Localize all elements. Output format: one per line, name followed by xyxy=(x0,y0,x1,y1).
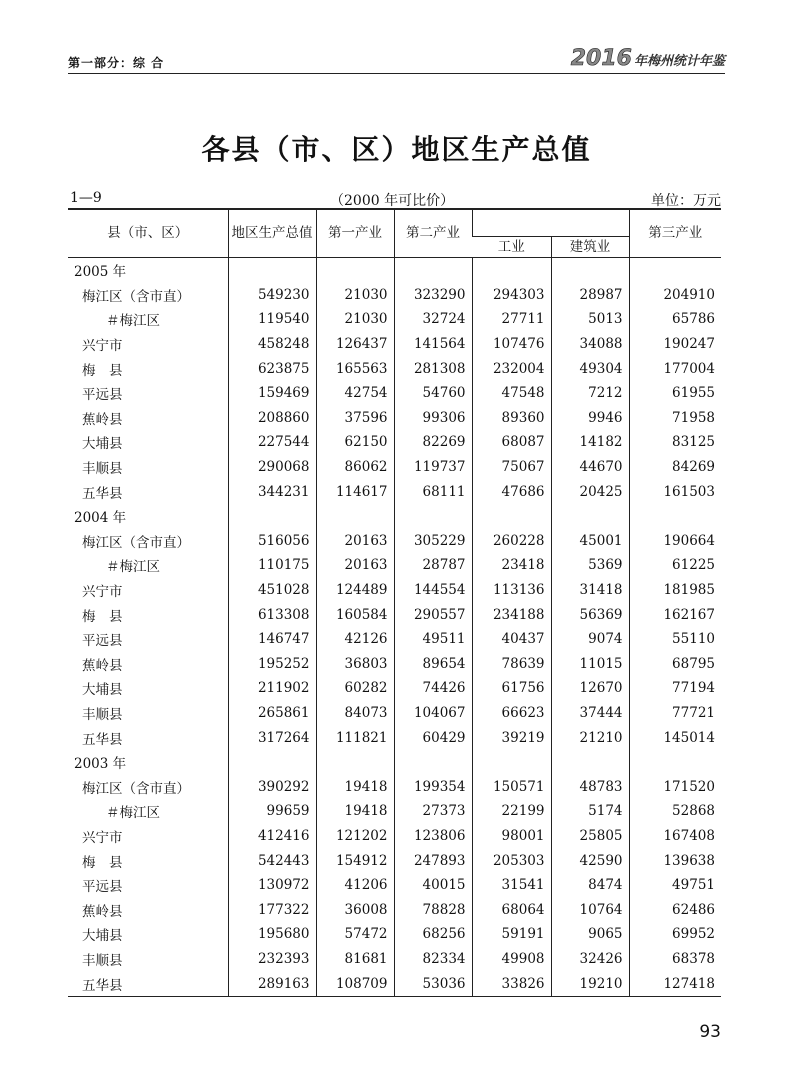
value-cell: 114617 xyxy=(316,479,394,504)
value-cell: 48783 xyxy=(551,774,629,799)
empty-cell xyxy=(472,258,551,283)
table-number: 1—9 xyxy=(70,190,102,206)
value-cell: 31541 xyxy=(472,873,551,898)
empty-cell xyxy=(551,504,629,529)
col-construction: 建筑业 xyxy=(551,237,629,258)
value-cell: 104067 xyxy=(394,701,472,726)
county-name: 梅江区（含市直） xyxy=(82,288,190,305)
value-cell: 49908 xyxy=(472,947,551,972)
empty-cell xyxy=(629,750,721,775)
value-cell: 86062 xyxy=(316,455,394,480)
value-cell: 20425 xyxy=(551,479,629,504)
value-cell: 89654 xyxy=(394,652,472,677)
county-name: 丰顺县 xyxy=(82,461,123,478)
table-row xyxy=(68,381,721,406)
value-cell: 55110 xyxy=(629,627,721,652)
value-cell: 32724 xyxy=(394,307,472,332)
county-name: 兴宁市 xyxy=(82,829,123,846)
table-row xyxy=(68,430,721,455)
county-name: 蕉岭县 xyxy=(82,657,123,674)
value-cell: 108709 xyxy=(316,971,394,996)
table-row xyxy=(68,553,721,578)
county-name: 五华县 xyxy=(82,485,123,502)
county-name: ＃梅江区 xyxy=(106,805,160,822)
value-cell: 111821 xyxy=(316,725,394,750)
county-name: 丰顺县 xyxy=(82,706,123,723)
value-cell: 227544 xyxy=(228,430,316,455)
col-industry: 工业 xyxy=(472,237,551,258)
value-cell: 61955 xyxy=(629,381,721,406)
value-cell: 623875 xyxy=(228,356,316,381)
value-cell: 323290 xyxy=(394,283,472,308)
gdp-table xyxy=(68,208,721,997)
value-cell: 65786 xyxy=(629,307,721,332)
table-row xyxy=(68,947,721,972)
value-cell: 37596 xyxy=(316,406,394,431)
value-cell: 83125 xyxy=(629,430,721,455)
county-name: 大埔县 xyxy=(82,928,123,945)
value-cell: 127418 xyxy=(629,971,721,996)
value-cell: 78828 xyxy=(394,897,472,922)
table-row xyxy=(68,848,721,873)
year-label: 2003 年 xyxy=(74,756,127,773)
yearbook-year: 2016 xyxy=(570,46,632,71)
yearbook-header xyxy=(571,46,725,71)
empty-cell xyxy=(472,504,551,529)
table-row xyxy=(68,799,721,824)
value-cell: 205303 xyxy=(472,848,551,873)
value-cell: 47548 xyxy=(472,381,551,406)
value-cell: 49751 xyxy=(629,873,721,898)
value-cell: 45001 xyxy=(551,529,629,554)
value-cell: 542443 xyxy=(228,848,316,873)
table-row xyxy=(68,824,721,849)
table-row xyxy=(68,332,721,357)
value-cell: 60429 xyxy=(394,725,472,750)
page-title: 各县（市、区）地区生产总值 xyxy=(201,133,592,166)
value-cell: 234188 xyxy=(472,602,551,627)
value-cell: 78639 xyxy=(472,652,551,677)
value-cell: 40015 xyxy=(394,873,472,898)
value-cell: 99659 xyxy=(228,799,316,824)
value-cell: 20163 xyxy=(316,553,394,578)
value-cell: 159469 xyxy=(228,381,316,406)
value-cell: 260228 xyxy=(472,529,551,554)
value-cell: 119737 xyxy=(394,455,472,480)
value-cell: 42754 xyxy=(316,381,394,406)
county-name: 蕉岭县 xyxy=(82,411,123,428)
table-row xyxy=(68,725,721,750)
page-number: 93 xyxy=(699,1022,721,1042)
county-name: 梅江区（含市直） xyxy=(82,780,190,797)
year-row xyxy=(68,258,721,283)
value-cell: 61756 xyxy=(472,676,551,701)
empty-cell xyxy=(228,750,316,775)
value-cell: 141564 xyxy=(394,332,472,357)
value-cell: 11015 xyxy=(551,652,629,677)
value-cell: 19418 xyxy=(316,774,394,799)
table-body xyxy=(68,258,721,997)
value-cell: 177004 xyxy=(629,356,721,381)
value-cell: 290068 xyxy=(228,455,316,480)
value-cell: 33826 xyxy=(472,971,551,996)
county-name: ＃梅江区 xyxy=(106,559,160,576)
value-cell: 167408 xyxy=(629,824,721,849)
county-name: 五华县 xyxy=(68,971,228,996)
value-cell: 25805 xyxy=(551,824,629,849)
value-cell: 28987 xyxy=(551,283,629,308)
year-label: 2004 年 xyxy=(74,510,127,527)
value-cell: 42126 xyxy=(316,627,394,652)
value-cell: 144554 xyxy=(394,578,472,603)
value-cell: 23418 xyxy=(472,553,551,578)
value-cell: 68087 xyxy=(472,430,551,455)
value-cell: 69952 xyxy=(629,922,721,947)
value-cell: 22199 xyxy=(472,799,551,824)
price-note: （2000 年可比价） xyxy=(330,193,455,209)
col-secondary: 第二产业 xyxy=(394,209,472,258)
value-cell: 549230 xyxy=(228,283,316,308)
value-cell: 74426 xyxy=(394,676,472,701)
empty-cell xyxy=(228,258,316,283)
value-cell: 5369 xyxy=(551,553,629,578)
value-cell: 130972 xyxy=(228,873,316,898)
value-cell: 390292 xyxy=(228,774,316,799)
value-cell: 32426 xyxy=(551,947,629,972)
value-cell: 68378 xyxy=(629,947,721,972)
value-cell: 84269 xyxy=(629,455,721,480)
empty-cell xyxy=(394,504,472,529)
value-cell: 68064 xyxy=(472,897,551,922)
value-cell: 10764 xyxy=(551,897,629,922)
value-cell: 165563 xyxy=(316,356,394,381)
value-cell: 47686 xyxy=(472,479,551,504)
table-row xyxy=(68,652,721,677)
empty-cell xyxy=(228,504,316,529)
county-name: 梅 县 xyxy=(82,362,123,379)
table-row xyxy=(68,307,721,332)
empty-cell xyxy=(551,258,629,283)
value-cell: 121202 xyxy=(316,824,394,849)
table-row xyxy=(68,922,721,947)
col-tertiary: 第三产业 xyxy=(629,209,721,258)
value-cell: 77194 xyxy=(629,676,721,701)
county-name: 大埔县 xyxy=(82,436,123,453)
value-cell: 458248 xyxy=(228,332,316,357)
value-cell: 289163 xyxy=(228,971,316,996)
value-cell: 7212 xyxy=(551,381,629,406)
value-cell: 265861 xyxy=(228,701,316,726)
value-cell: 113136 xyxy=(472,578,551,603)
value-cell: 75067 xyxy=(472,455,551,480)
empty-cell xyxy=(629,504,721,529)
value-cell: 5174 xyxy=(551,799,629,824)
value-cell: 34088 xyxy=(551,332,629,357)
empty-cell xyxy=(394,258,472,283)
value-cell: 21030 xyxy=(316,283,394,308)
table-row xyxy=(68,529,721,554)
value-cell: 344231 xyxy=(228,479,316,504)
value-cell: 82269 xyxy=(394,430,472,455)
value-cell: 82334 xyxy=(394,947,472,972)
value-cell: 53036 xyxy=(394,971,472,996)
value-cell: 5013 xyxy=(551,307,629,332)
year-row xyxy=(68,750,721,775)
value-cell: 451028 xyxy=(228,578,316,603)
value-cell: 19418 xyxy=(316,799,394,824)
table-row xyxy=(68,701,721,726)
value-cell: 160584 xyxy=(316,602,394,627)
value-cell: 613308 xyxy=(228,602,316,627)
value-cell: 208860 xyxy=(228,406,316,431)
empty-cell xyxy=(316,504,394,529)
value-cell: 27373 xyxy=(394,799,472,824)
value-cell: 232004 xyxy=(472,356,551,381)
section-header: 第一部分：综 合 xyxy=(68,56,165,70)
value-cell: 66623 xyxy=(472,701,551,726)
value-cell: 36008 xyxy=(316,897,394,922)
value-cell: 99306 xyxy=(394,406,472,431)
value-cell: 62486 xyxy=(629,897,721,922)
value-cell: 211902 xyxy=(228,676,316,701)
value-cell: 89360 xyxy=(472,406,551,431)
col-primary: 第一产业 xyxy=(316,209,394,258)
col-county: 县（市、区） xyxy=(68,209,228,258)
value-cell: 161503 xyxy=(629,479,721,504)
table-row xyxy=(68,455,721,480)
value-cell: 232393 xyxy=(228,947,316,972)
table-row xyxy=(68,602,721,627)
value-cell: 107476 xyxy=(472,332,551,357)
value-cell: 123806 xyxy=(394,824,472,849)
col-secondary-breakdown xyxy=(472,209,629,237)
table-row xyxy=(68,627,721,652)
value-cell: 77721 xyxy=(629,701,721,726)
empty-cell xyxy=(316,750,394,775)
county-name: 五华县 xyxy=(82,731,123,748)
value-cell: 150571 xyxy=(472,774,551,799)
value-cell: 9074 xyxy=(551,627,629,652)
county-name: 平远县 xyxy=(82,633,123,650)
table-row xyxy=(68,676,721,701)
value-cell: 139638 xyxy=(629,848,721,873)
value-cell: 37444 xyxy=(551,701,629,726)
value-cell: 44670 xyxy=(551,455,629,480)
value-cell: 190664 xyxy=(629,529,721,554)
county-name: 梅江区（含市直） xyxy=(82,534,190,551)
year-row xyxy=(68,504,721,529)
value-cell: 98001 xyxy=(472,824,551,849)
value-cell: 49511 xyxy=(394,627,472,652)
value-cell: 199354 xyxy=(394,774,472,799)
table-row xyxy=(68,971,721,996)
value-cell: 516056 xyxy=(228,529,316,554)
value-cell: 126437 xyxy=(316,332,394,357)
county-name: 梅 县 xyxy=(82,608,123,625)
value-cell: 49304 xyxy=(551,356,629,381)
value-cell: 204910 xyxy=(629,283,721,308)
value-cell: 56369 xyxy=(551,602,629,627)
empty-cell xyxy=(394,750,472,775)
value-cell: 36803 xyxy=(316,652,394,677)
value-cell: 20163 xyxy=(316,529,394,554)
value-cell: 145014 xyxy=(629,725,721,750)
value-cell: 81681 xyxy=(316,947,394,972)
value-cell: 61225 xyxy=(629,553,721,578)
value-cell: 119540 xyxy=(228,307,316,332)
value-cell: 12670 xyxy=(551,676,629,701)
value-cell: 124489 xyxy=(316,578,394,603)
value-cell: 195252 xyxy=(228,652,316,677)
table-row xyxy=(68,356,721,381)
value-cell: 110175 xyxy=(228,553,316,578)
value-cell: 247893 xyxy=(394,848,472,873)
value-cell: 68256 xyxy=(394,922,472,947)
table-row xyxy=(68,578,721,603)
value-cell: 195680 xyxy=(228,922,316,947)
county-name: 蕉岭县 xyxy=(82,903,123,920)
value-cell: 27711 xyxy=(472,307,551,332)
value-cell: 14182 xyxy=(551,430,629,455)
value-cell: 146747 xyxy=(228,627,316,652)
value-cell: 171520 xyxy=(629,774,721,799)
value-cell: 9065 xyxy=(551,922,629,947)
value-cell: 54760 xyxy=(394,381,472,406)
value-cell: 162167 xyxy=(629,602,721,627)
value-cell: 21030 xyxy=(316,307,394,332)
value-cell: 39219 xyxy=(472,725,551,750)
value-cell: 28787 xyxy=(394,553,472,578)
year-label: 2005 年 xyxy=(74,264,127,281)
county-name: 兴宁市 xyxy=(82,338,123,355)
header-rule xyxy=(68,73,725,74)
yearbook-title: 年梅州统计年鉴 xyxy=(633,54,725,69)
value-cell: 68111 xyxy=(394,479,472,504)
value-cell: 177322 xyxy=(228,897,316,922)
county-name: 梅 县 xyxy=(82,854,123,871)
value-cell: 84073 xyxy=(316,701,394,726)
value-cell: 68795 xyxy=(629,652,721,677)
value-cell: 9946 xyxy=(551,406,629,431)
value-cell: 19210 xyxy=(551,971,629,996)
county-name: 大埔县 xyxy=(82,682,123,699)
table-row xyxy=(68,406,721,431)
value-cell: 21210 xyxy=(551,725,629,750)
value-cell: 52868 xyxy=(629,799,721,824)
value-cell: 190247 xyxy=(629,332,721,357)
value-cell: 40437 xyxy=(472,627,551,652)
value-cell: 412416 xyxy=(228,824,316,849)
value-cell: 62150 xyxy=(316,430,394,455)
county-name: 平远县 xyxy=(82,387,123,404)
value-cell: 57472 xyxy=(316,922,394,947)
value-cell: 317264 xyxy=(228,725,316,750)
table-row xyxy=(68,873,721,898)
col-gdp: 地区生产总值 xyxy=(228,209,316,258)
county-name: ＃梅江区 xyxy=(106,313,160,330)
value-cell: 71958 xyxy=(629,406,721,431)
value-cell: 60282 xyxy=(316,676,394,701)
value-cell: 41206 xyxy=(316,873,394,898)
table-row xyxy=(68,774,721,799)
value-cell: 42590 xyxy=(551,848,629,873)
empty-cell xyxy=(629,258,721,283)
value-cell: 59191 xyxy=(472,922,551,947)
value-cell: 31418 xyxy=(551,578,629,603)
value-cell: 154912 xyxy=(316,848,394,873)
value-cell: 8474 xyxy=(551,873,629,898)
county-name: 兴宁市 xyxy=(82,584,123,601)
value-cell: 181985 xyxy=(629,578,721,603)
county-name: 平远县 xyxy=(82,879,123,896)
table-row xyxy=(68,897,721,922)
empty-cell xyxy=(316,258,394,283)
table-row xyxy=(68,479,721,504)
table-row xyxy=(68,283,721,308)
value-cell: 305229 xyxy=(394,529,472,554)
value-cell: 281308 xyxy=(394,356,472,381)
unit-label: 单位：万元 xyxy=(651,193,721,209)
empty-cell xyxy=(472,750,551,775)
empty-cell xyxy=(551,750,629,775)
value-cell: 294303 xyxy=(472,283,551,308)
value-cell: 290557 xyxy=(394,602,472,627)
county-name: 丰顺县 xyxy=(82,952,123,969)
